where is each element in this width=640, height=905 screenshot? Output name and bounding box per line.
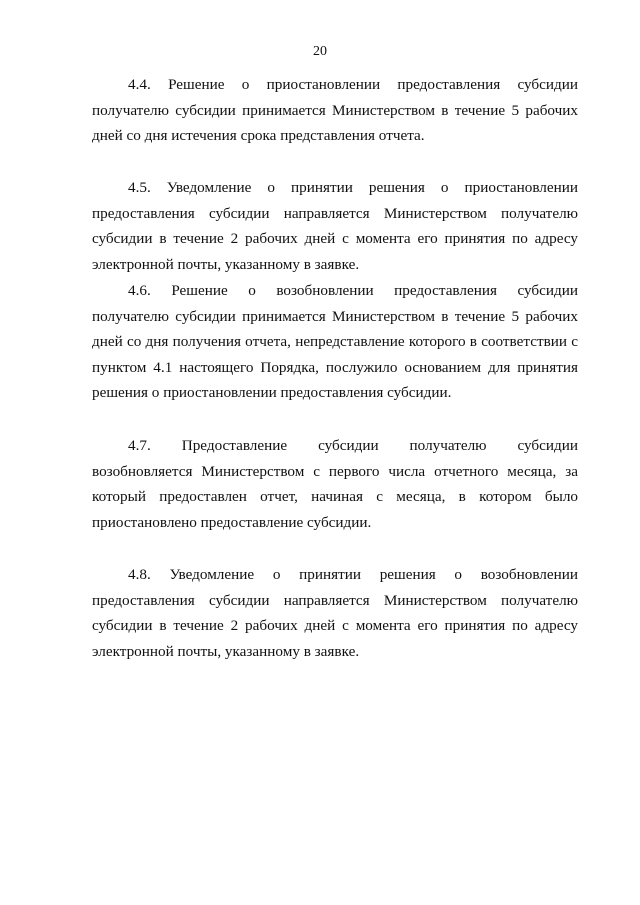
- paragraph-4-5: [92, 175, 578, 277]
- paragraph-first-line-text: Решение о приостановлении предоставления субсидии: [168, 76, 579, 93]
- paragraph-first-line-text: Уведомление о принятии решения о приостановлении: [166, 179, 579, 196]
- paragraph-4-4: [92, 72, 578, 149]
- paragraph-first-line-text: Уведомление о принятии решения о возобновлении: [169, 566, 579, 583]
- paragraph-4-7: [92, 433, 578, 535]
- paragraph-line: предоставления субсидии направляется Министерством получателю: [92, 204, 578, 222]
- paragraph-line: дней со дня получения отчета, непредставление которого в соответствии с: [92, 333, 578, 351]
- paragraph-number: 4.4.: [128, 76, 151, 93]
- paragraph-line: электронной почты, указанному в заявке.: [92, 255, 360, 273]
- page-number: 20: [313, 44, 327, 59]
- paragraph-number: 4.5.: [128, 179, 151, 196]
- paragraph-line: субсидии в течение 2 рабочих дней с момента его принятия по адресу: [92, 617, 578, 635]
- paragraph-line: возобновляется Министерством с первого числа отчетного месяца, за: [92, 462, 578, 480]
- paragraph-first-line: [92, 175, 578, 201]
- paragraph-number: 4.7.: [128, 437, 151, 454]
- paragraph-first-line: [92, 278, 578, 304]
- paragraph-first-line: [92, 562, 578, 588]
- paragraph-first-line: [92, 433, 578, 459]
- paragraph-line: субсидии в течение 2 рабочих дней с момента его принятия по адресу: [92, 230, 578, 248]
- paragraph-4-8: [92, 562, 578, 664]
- paragraph-first-line: [92, 72, 578, 98]
- paragraph-line: приостановлено предоставление субсидии.: [92, 513, 372, 531]
- paragraph-4-6: [92, 278, 578, 406]
- paragraph-line: получателю субсидии принимается Министерством в течение 5 рабочих: [92, 101, 578, 119]
- paragraph-line: получателю субсидии принимается Министерством в течение 5 рабочих: [92, 307, 578, 325]
- paragraph-line: пунктом 4.1 настоящего Порядка, послужило основанием для принятия: [92, 358, 578, 376]
- paragraph-first-line-text: Предоставление субсидии получателю субсидии: [181, 437, 578, 454]
- paragraph-line: предоставления субсидии направляется Министерством получателю: [92, 591, 578, 609]
- paragraph-line: решения о приостановлении предоставления субсидии.: [92, 384, 452, 402]
- paragraph-number: 4.8.: [128, 566, 151, 583]
- paragraph-line: электронной почты, указанному в заявке.: [92, 642, 360, 660]
- paragraph-first-line-text: Решение о возобновлении предоставления субсидии: [171, 282, 578, 299]
- paragraph-line: дней со дня истечения срока представления отчета.: [92, 127, 425, 145]
- paragraph-line: который предоставлен отчет, начиная с месяца, в котором было: [92, 488, 578, 506]
- paragraph-number: 4.6.: [128, 282, 151, 299]
